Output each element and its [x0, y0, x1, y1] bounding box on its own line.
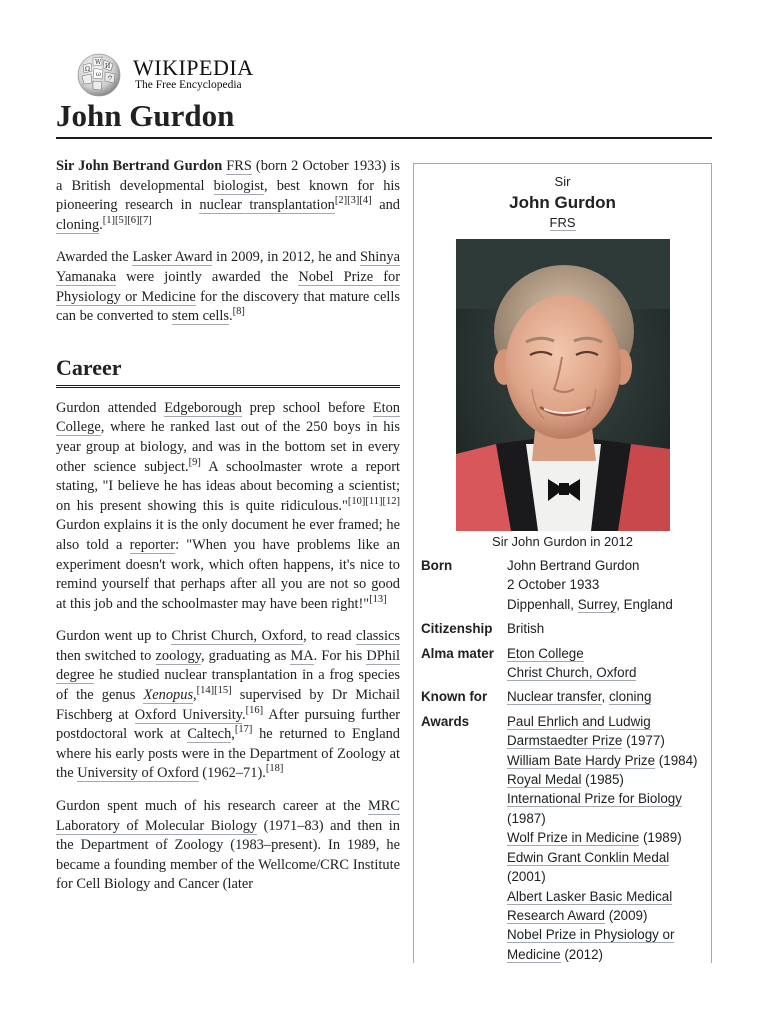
christ-church-link[interactable]: Christ Church, Oxford [507, 665, 637, 681]
intro-paragraph-2 [56, 248, 400, 326]
text: (1971–83) and then in the Department of Zoology (1983–present). In 1989, he became a founding member of the Wellcome/CRC Institute for Cell Biology and Cancer (later [56, 817, 400, 893]
text: , to read [303, 628, 357, 645]
award-link[interactable]: Edwin Grant Conklin Medal [507, 849, 670, 865]
page-title: John Gurdon [56, 96, 712, 139]
text: , [193, 687, 197, 704]
birth-date: 2 October 1933 [507, 577, 600, 593]
svg-text:ω: ω [96, 71, 101, 78]
text: Gurdon explains it is the only document he ever framed; he also told a [56, 517, 400, 553]
citation[interactable]: [1][5][6][7] [102, 214, 152, 226]
text: supervised by Dr Michail Fischberg at [56, 687, 400, 723]
award-year: (2001) [507, 869, 546, 885]
career-paragraph-2 [56, 627, 400, 784]
award-year: (1977) [622, 733, 665, 749]
award-link[interactable]: Albert Lasker Basic Medical Research Award [507, 888, 673, 923]
ma-link[interactable]: MA [290, 647, 314, 664]
row-label: Born [421, 558, 453, 573]
award-link[interactable]: Wolf Prize in Medicine [507, 830, 640, 846]
photo-caption: Sir John Gurdon in 2012 [492, 534, 633, 549]
infobox-post-nominal [414, 214, 711, 231]
award-item [507, 751, 705, 770]
award-link[interactable]: Nobel Prize in Physiology or Medicine [507, 927, 675, 962]
award-year: (2012) [560, 946, 604, 962]
career-paragraph-3 [56, 797, 400, 895]
row-label: Known for [421, 689, 488, 705]
text: Awarded the [56, 249, 133, 266]
citation[interactable]: [2][3][4] [334, 195, 372, 207]
eton-college-link[interactable]: Eton College [507, 645, 584, 661]
infobox-honorific: Sir [554, 174, 571, 189]
row-label: Citizenship [421, 621, 493, 637]
award-link[interactable]: International Prize for Biology [507, 791, 682, 807]
infobox-row-born [414, 555, 711, 618]
text: . [242, 706, 246, 723]
surrey-link[interactable]: Surrey [577, 596, 617, 612]
article-body [56, 157, 400, 908]
award-item [507, 828, 705, 847]
citation[interactable]: [10][11][12] [347, 495, 400, 507]
award-link[interactable]: William Bate Hardy Prize [507, 752, 656, 768]
text: , [601, 689, 609, 705]
degree-link[interactable]: degree [56, 667, 95, 684]
stem-cells-link[interactable]: stem cells [171, 308, 230, 325]
text: , best known for his pioneering research in [56, 177, 401, 214]
lasker-award-link[interactable]: Lasker Award [132, 249, 213, 266]
eton-college-link[interactable]: Eton College [56, 399, 400, 436]
infobox-table [414, 555, 711, 968]
svg-text:W: W [95, 59, 102, 66]
wikipedia-globe-icon [74, 52, 124, 98]
subject-name: Sir John Bertrand Gurdon [56, 158, 223, 174]
svg-text:ウ: ウ [107, 75, 114, 82]
award-item [507, 925, 705, 964]
text: he studied nuclear transplantation in a frog species of the genus [56, 667, 400, 704]
zoology-link[interactable]: zoology [155, 647, 201, 664]
classics-link[interactable]: classics [356, 628, 400, 645]
row-value [507, 643, 711, 687]
citation[interactable]: [9] [188, 456, 201, 468]
text: A schoolmaster wrote a report stating, "I believe he has ideas about becoming a scientist; on his present showing this is quite ridiculous." [56, 458, 400, 514]
infobox-row-citizenship [414, 618, 711, 642]
mrc-lmb-link[interactable]: MRC Laboratory of Molecular Biology [56, 798, 400, 834]
text: were jointly awarded the [116, 268, 299, 285]
christ-church-link[interactable]: Christ Church, Oxford [171, 628, 304, 645]
award-year: (1985) [581, 772, 624, 788]
text: and [371, 197, 400, 214]
infobox-row-alma-mater [414, 643, 711, 687]
nuclear-transfer-link[interactable]: Nuclear transfer [507, 689, 602, 705]
award-item [507, 712, 705, 751]
text: for the discovery that mature cells can be converted to [56, 288, 400, 325]
svg-text:И: И [105, 63, 111, 70]
award-link[interactable]: Royal Medal [507, 772, 582, 788]
text: . [99, 216, 103, 233]
text: , England [616, 596, 673, 612]
biologist-link[interactable]: biologist [213, 177, 265, 194]
row-label: Alma mater [421, 645, 494, 661]
text: , [231, 726, 235, 743]
text: (born 2 October 1933) is a British developmental [56, 158, 400, 194]
row-value [507, 555, 711, 618]
award-year: (1987) [507, 810, 546, 826]
nuclear-transplantation-link[interactable]: nuclear transplantation [199, 197, 335, 214]
cloning-link[interactable]: cloning [608, 689, 652, 705]
frs-link[interactable]: FRS [226, 158, 252, 174]
text: Dippenhall, [507, 596, 578, 612]
birth-name: John Bertrand Gurdon [507, 558, 640, 573]
wikipedia-tagline: The Free Encyclopedia [135, 79, 242, 91]
career-heading: Career [56, 354, 400, 388]
frs-link[interactable]: FRS [549, 215, 576, 230]
wikipedia-wordmark: WIKIPEDIA [133, 55, 254, 80]
nobel-prize-link[interactable]: Nobel Prize for Physiology or Medicine [56, 268, 400, 305]
text: he returned to England where his early posts were in the Department of Zoology at the [56, 726, 400, 782]
text: , graduating as [200, 647, 291, 664]
reporter-link[interactable]: reporter [129, 536, 176, 553]
text: After pursuing further postdoctoral work at [56, 706, 401, 743]
oxford-university-link[interactable]: Oxford University [134, 706, 243, 723]
text: Gurdon went up to [56, 628, 172, 645]
shinya-yamanaka-link[interactable]: Shinya Yamanaka [56, 249, 400, 285]
citation[interactable]: [13] [369, 593, 387, 605]
text: , where he ranked last out of the 250 boys in his year group at biology, and was in the bottom set in every other science subject. [56, 419, 400, 475]
birth-place [507, 595, 705, 614]
edgeborough-link[interactable]: Edgeborough [164, 399, 242, 416]
infobox [413, 163, 712, 963]
infobox-row-awards [414, 711, 711, 968]
row-value: British [507, 621, 545, 637]
text: Gurdon spent much of his research career at the [56, 798, 368, 815]
text: . [229, 308, 233, 325]
text: Gurdon attended [56, 399, 165, 416]
award-link[interactable]: Paul Ehrlich and Ludwig Darmstaedter Prize [507, 713, 651, 749]
award-year: (1984) [655, 752, 698, 768]
text: in 2009, in 2012, he and [212, 249, 361, 266]
dphil-link[interactable]: DPhil [366, 647, 400, 664]
citation[interactable]: [16] [245, 704, 264, 716]
cloning-link[interactable]: cloning [56, 216, 100, 233]
award-item [507, 770, 705, 789]
infobox-row-known-for [414, 686, 711, 710]
award-item [507, 789, 705, 828]
citation[interactable]: [18] [265, 763, 284, 775]
citation[interactable]: [14][15] [196, 685, 232, 697]
row-value [507, 686, 711, 710]
intro-paragraph-1 [56, 157, 400, 235]
career-paragraph-1 [56, 399, 400, 615]
text: . For his [313, 647, 367, 664]
row-label: Awards [421, 713, 470, 729]
citation[interactable]: [8] [232, 306, 245, 318]
row-value [507, 711, 711, 968]
svg-text:Ω: Ω [85, 66, 90, 73]
text: prep school before [241, 399, 373, 416]
xenopus-link[interactable]: Xenopus [143, 687, 194, 704]
infobox-name: John Gurdon [509, 193, 616, 212]
award-item [507, 848, 705, 887]
award-year: (1989) [639, 830, 682, 846]
caltech-link[interactable]: Caltech [187, 726, 232, 743]
text: then switched to [56, 647, 156, 664]
award-item [507, 887, 705, 926]
text: : "When you have problems like an experiment doesn't work, which often happens, it's nice to remind yourself that perhaps after all you are not so good at this job and the schoolmaster may have been right!" [56, 536, 401, 612]
citation[interactable]: [17] [234, 724, 253, 736]
text: (1962–71). [198, 765, 266, 782]
university-of-oxford-link[interactable]: University of Oxford [77, 765, 199, 782]
portrait-photo[interactable] [456, 239, 670, 531]
award-year: (2009) [605, 907, 648, 923]
